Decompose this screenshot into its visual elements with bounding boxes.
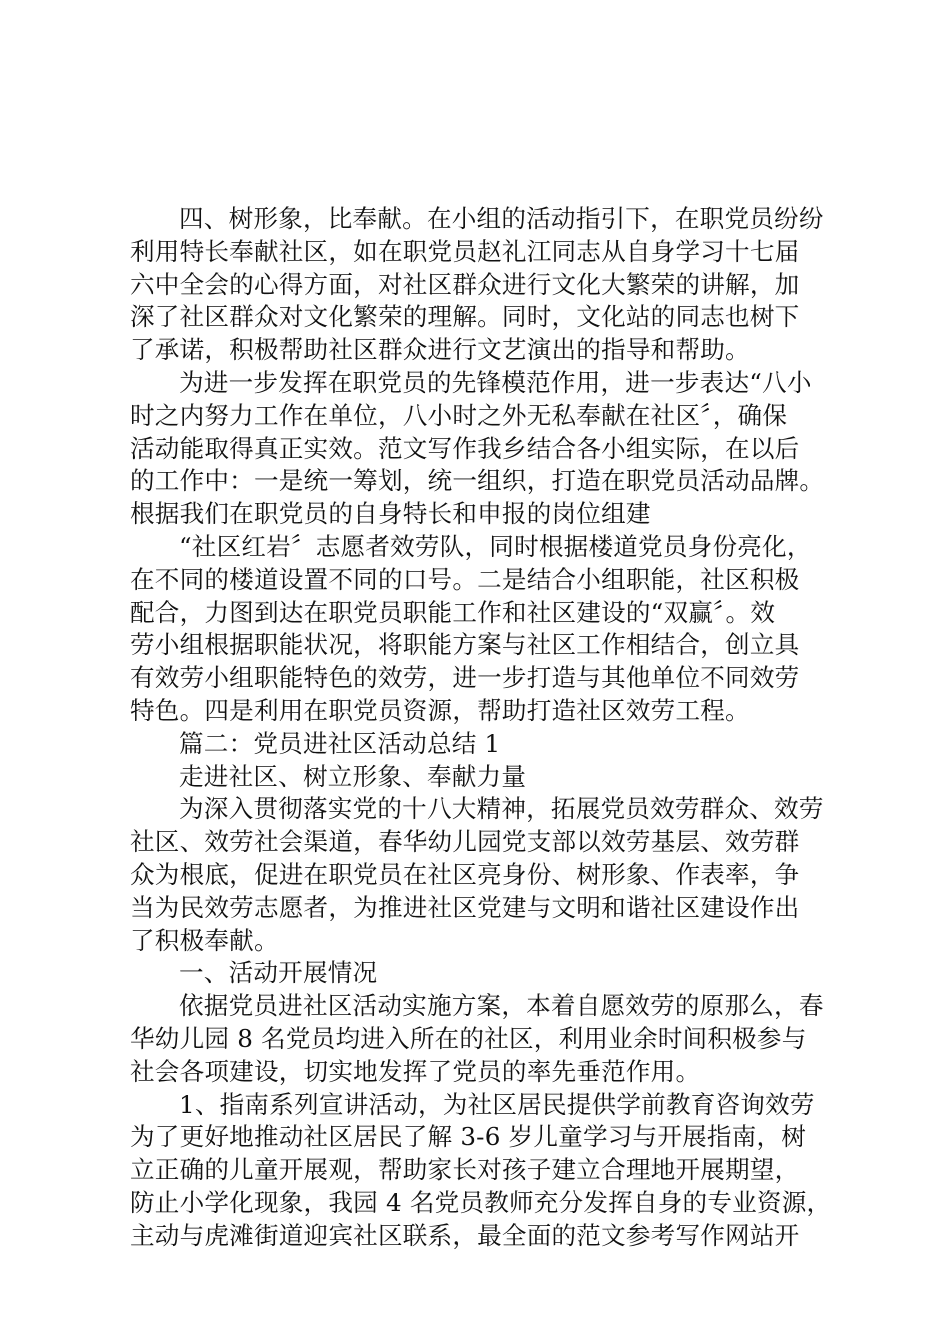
paragraph-line: 为深入贯彻落实党的十八大精神，拓展党员效劳群众、效劳 <box>179 794 824 824</box>
paragraph-line: 配合，力图到达在职党员职能工作和社区建设的“双赢〞。效 <box>130 597 776 627</box>
paragraph-line: “社区红岩〞志愿者效劳队，同时根据楼道党员身份亮化， <box>179 531 812 561</box>
paragraph-line: 主动与虎滩街道迎宾社区联系，最全面的范文参考写作网站开 <box>130 1220 800 1250</box>
paragraph-line: 活动能取得真正实效。范文写作我乡结合各小组实际，在以后 <box>130 433 800 463</box>
paragraph-line: 防止小学化现象，我园 4 名党员教师充分发挥自身的专业资源， <box>130 1187 832 1217</box>
paragraph-line: 华幼儿园 8 名党员均进入所在的社区，利用业余时间积极参与 <box>130 1023 807 1053</box>
paragraph-line: 深了社区群众对文化繁荣的理解。同时，文化站的同志也树下 <box>130 302 800 332</box>
paragraph-line: 为进一步发挥在职党员的先锋模范作用，进一步表达“八小 <box>179 367 812 397</box>
subtitle: 走进社区、树立形象、奉献力量 <box>179 761 527 791</box>
paragraph-line: 社会各项建设，切实地发挥了党员的率先垂范作用。 <box>130 1056 701 1086</box>
paragraph-line: 利用特长奉献社区，如在职党员赵礼江同志从自身学习十七届 <box>130 236 800 266</box>
paragraph-line: 当为民效劳志愿者，为推进社区党建与文明和谐社区建设作出 <box>130 892 800 922</box>
paragraph-line: 1、指南系列宣讲活动，为社区居民提供学前教育咨询效劳 <box>179 1089 815 1119</box>
paragraph-line: 在不同的楼道设置不同的口号。二是结合小组职能，社区积极 <box>130 564 800 594</box>
paragraph-line: 依据党员进社区活动实施方案，本着自愿效劳的原那么，春 <box>179 991 824 1021</box>
paragraph-line: 的工作中：一是统一筹划，统一组织，打造在职党员活动品牌。 <box>130 466 825 496</box>
paragraph-line: 了积极奉献。 <box>130 925 279 955</box>
section-heading: 篇二：党员进社区活动总结 1 <box>179 728 501 758</box>
document-body <box>130 203 835 1253</box>
paragraph-line: 有效劳小组职能特色的效劳，进一步打造与其他单位不同效劳 <box>130 663 800 693</box>
paragraph-line: 众为根底，促进在职党员在社区亮身份、树形象、作表率，争 <box>130 859 800 889</box>
paragraph-line: 立正确的儿童开展观，帮助家长对孩子建立合理地开展期望， <box>130 1155 800 1185</box>
paragraph-line: 根据我们在职党员的自身特长和申报的岗位组建 <box>130 499 651 529</box>
paragraph-line: 为了更好地推动社区居民了解 3-6 岁儿童学习与开展指南，树 <box>130 1122 807 1152</box>
section-heading: 一、活动开展情况 <box>179 958 378 988</box>
paragraph-line: 四、树形象，比奉献。在小组的活动指引下，在职党员纷纷 <box>179 204 824 233</box>
paragraph-line: 特色。四是利用在职党员资源，帮助打造社区效劳工程。 <box>130 695 750 725</box>
paragraph-line: 时之内努力工作在单位，八小时之外无私奉献在社区〞，确保 <box>130 400 788 430</box>
paragraph-line: 劳小组根据职能状况，将职能方案与社区工作相结合，创立具 <box>130 630 800 660</box>
paragraph-line: 六中全会的心得方面，对社区群众进行文化大繁荣的讲解，加 <box>130 269 800 299</box>
paragraph-line: 社区、效劳社会渠道，春华幼儿园党支部以效劳基层、效劳群 <box>130 827 800 857</box>
paragraph-line: 了承诺，积极帮助社区群众进行文艺演出的指导和帮助。 <box>130 335 750 365</box>
